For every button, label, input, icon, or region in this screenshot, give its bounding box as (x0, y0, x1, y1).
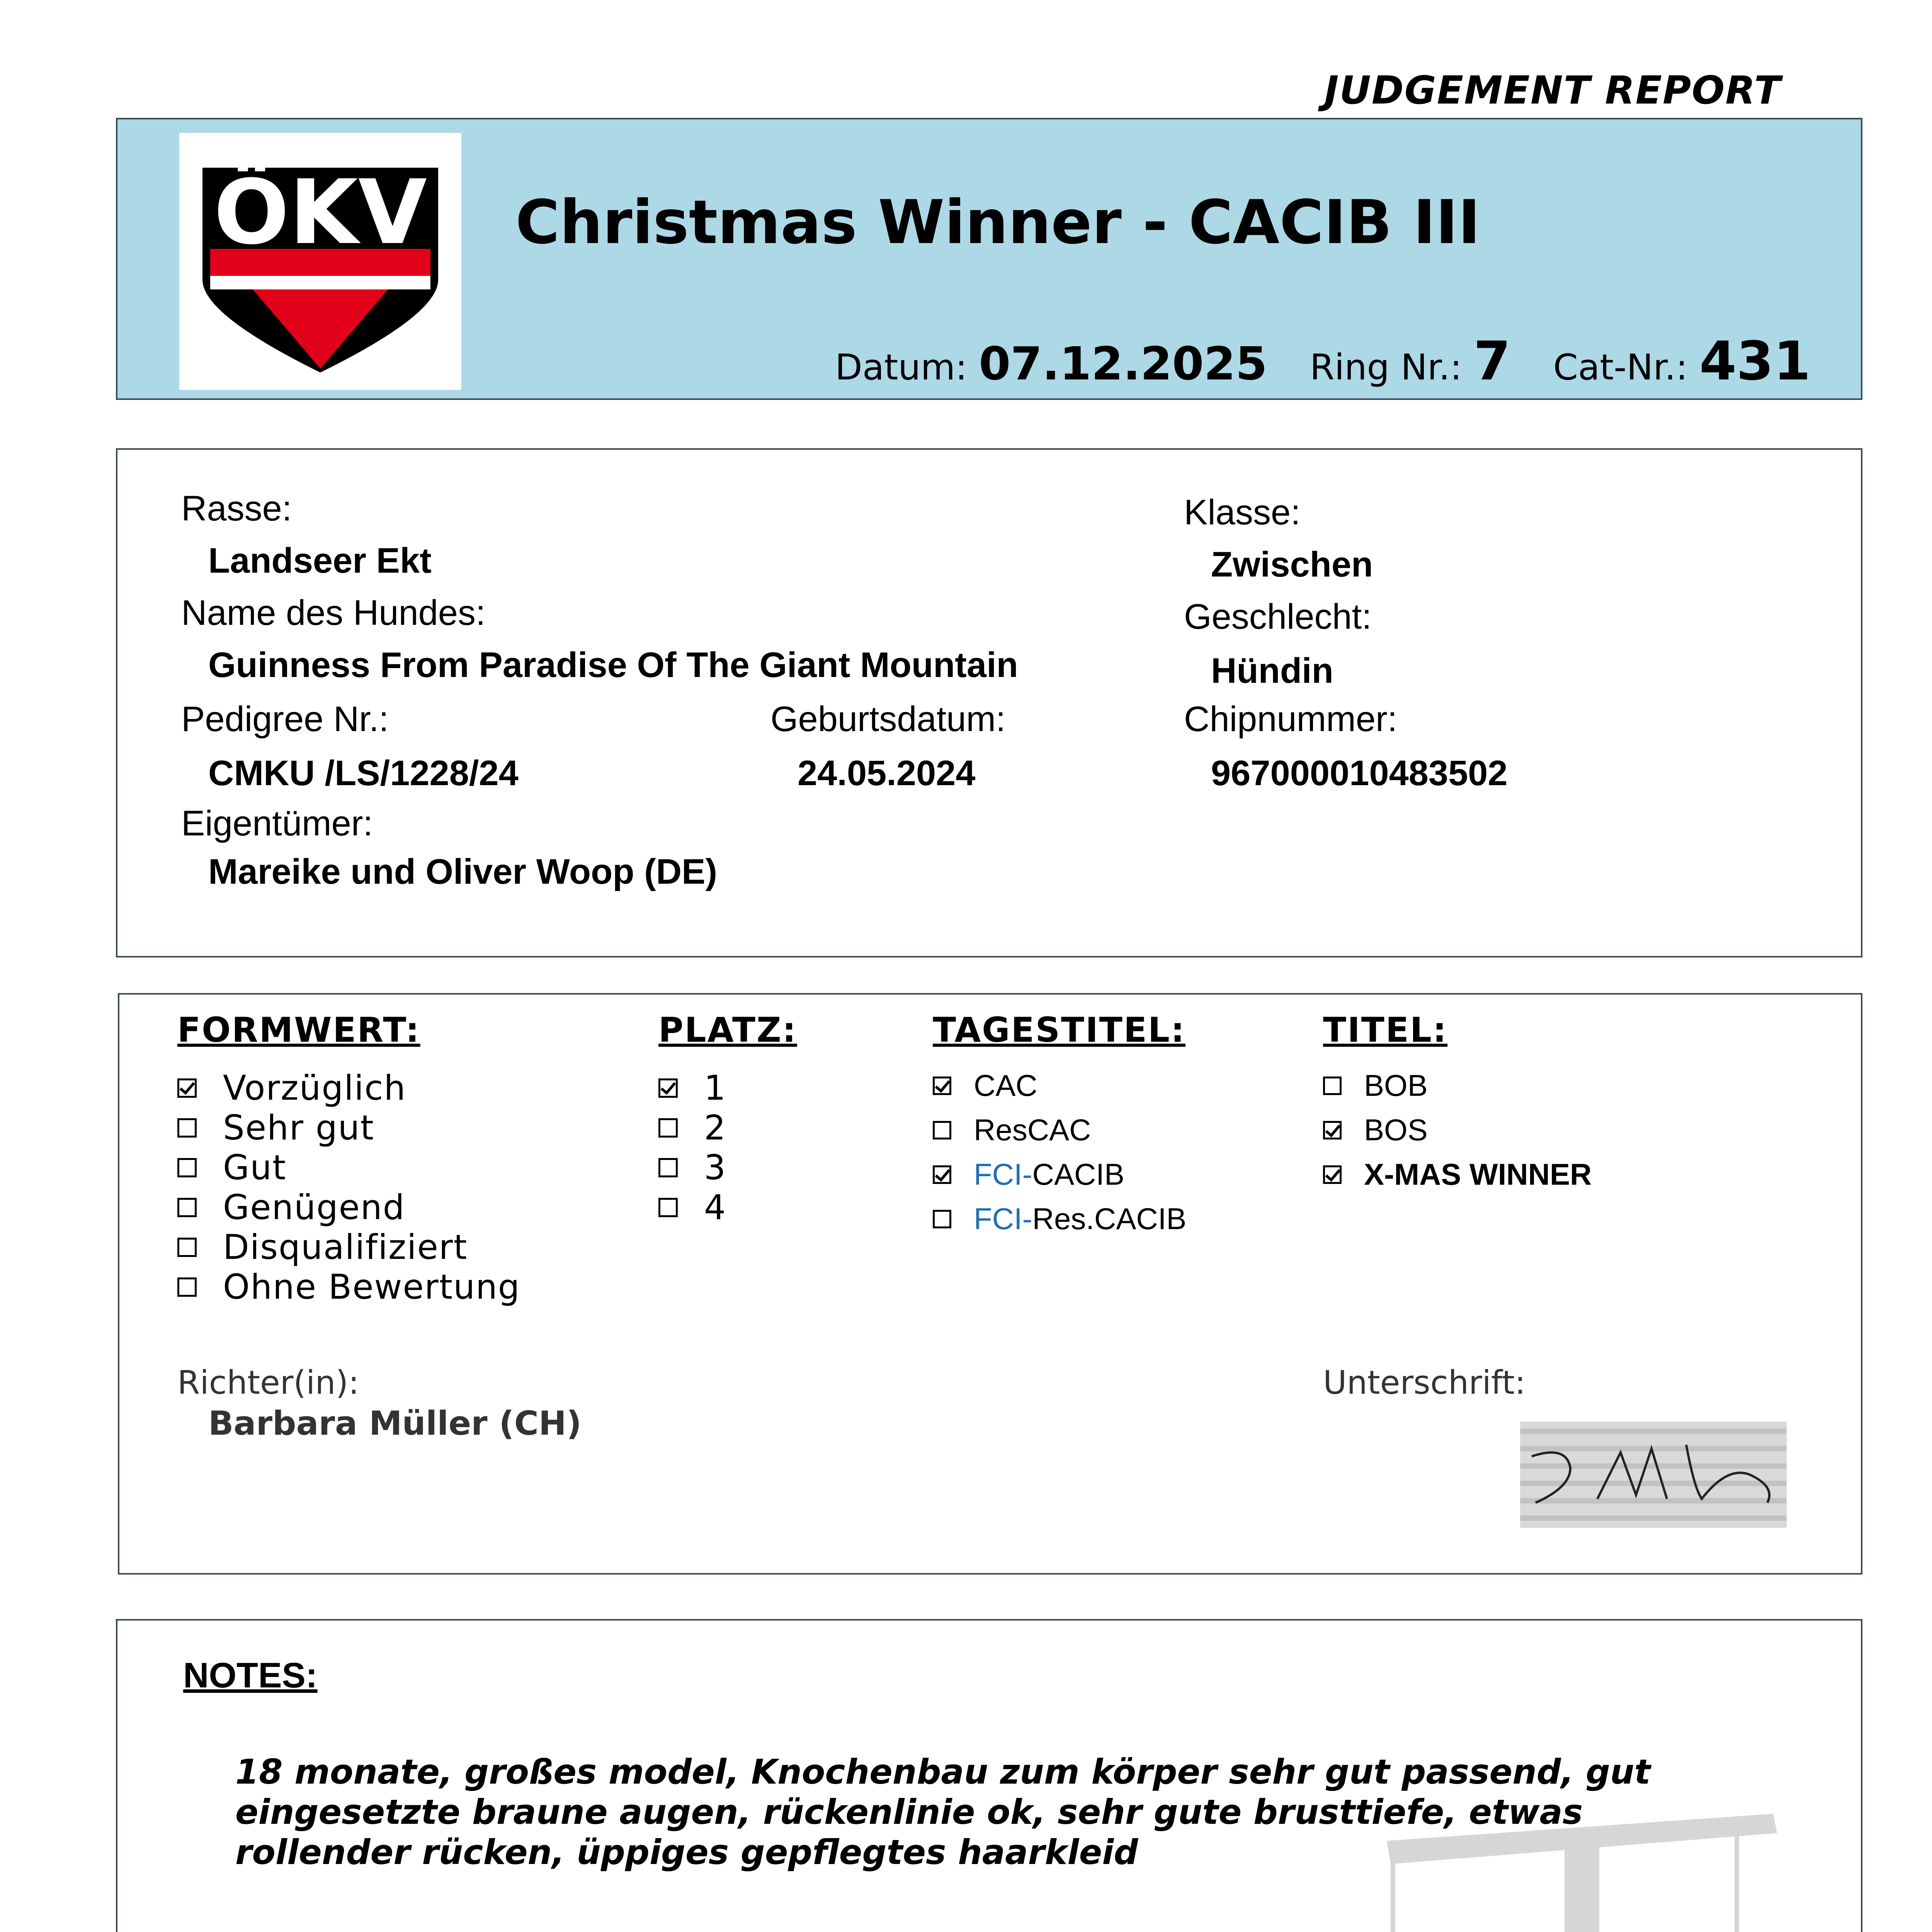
checkbox-icon[interactable] (1323, 1077, 1342, 1095)
header-panel (116, 118, 1862, 400)
titel-option[interactable]: BOS (1323, 1112, 1428, 1148)
formwert-heading: FORMWERT: (177, 1010, 420, 1050)
show-title: Christmas Winner - CACIB III (515, 187, 1481, 257)
checkbox-icon[interactable] (658, 1158, 678, 1177)
notes-text: 18 monate, großes model, Knochenbau zum körper sehr gut passend, gut eingesetzte braune augen, rückenlinie ok, sehr gute brusttiefe, etwas rollender rücken, üppiges gepflegtes haarkleid (235, 1752, 1651, 1872)
checkbox-checked-icon[interactable] (1323, 1121, 1342, 1139)
svg-text:ÖKV: ÖKV (214, 161, 427, 264)
date-value: 07.12.2025 (979, 337, 1267, 390)
breed-value: Landseer Ekt (208, 541, 432, 580)
tagestitel-option[interactable]: FCI-CACIB (933, 1157, 1124, 1192)
breed-label: Rasse: (181, 489, 292, 528)
titel-option[interactable]: BOB (1323, 1068, 1428, 1103)
platz-option[interactable]: 2 (658, 1108, 726, 1148)
class-value: Zwischen (1211, 545, 1373, 584)
sex-value: Hündin (1211, 651, 1333, 690)
ring-label: Ring Nr.: (1310, 347, 1462, 388)
formwert-option[interactable]: Vorzüglich (177, 1068, 406, 1108)
notes-panel (116, 1619, 1862, 1932)
platz-option[interactable]: 1 (658, 1068, 726, 1108)
dog-name-label: Name des Hundes: (181, 593, 486, 633)
report-title: JUDGEMENT REPORT (1324, 68, 1781, 113)
judging-panel (118, 993, 1862, 1575)
checkbox-checked-icon[interactable] (177, 1078, 197, 1098)
checkbox-icon[interactable] (177, 1277, 197, 1297)
titel-option[interactable]: X-MAS WINNER (1323, 1157, 1592, 1192)
judge-name: Barbara Müller (CH) (208, 1404, 582, 1443)
judge-label: Richter(in): (177, 1364, 359, 1401)
okv-logo (179, 133, 461, 390)
birth-value: 24.05.2024 (798, 753, 976, 793)
signature-image (1520, 1422, 1787, 1528)
chip-label: Chipnummer: (1184, 699, 1398, 739)
formwert-option[interactable]: Ohne Bewertung (177, 1267, 520, 1307)
birth-label: Geburtsdatum: (770, 699, 1006, 739)
platz-option[interactable]: 3 (658, 1148, 726, 1187)
tagestitel-option[interactable]: ResCAC (933, 1112, 1091, 1148)
checkbox-icon[interactable] (177, 1118, 197, 1138)
formwert-option[interactable]: Gut (177, 1148, 286, 1187)
checkbox-icon[interactable] (658, 1118, 678, 1138)
dog-info-panel (116, 448, 1862, 957)
dog-name-value: Guinness From Paradise Of The Giant Mountain (208, 645, 1018, 685)
sex-label: Geschlecht: (1184, 597, 1372, 636)
formwert-option[interactable]: Sehr gut (177, 1108, 374, 1148)
tagestitel-option[interactable]: CAC (933, 1068, 1037, 1103)
checkbox-checked-icon[interactable] (933, 1165, 951, 1184)
titel-heading: TITEL: (1323, 1010, 1448, 1050)
owner-label: Eigentümer: (181, 804, 373, 843)
checkbox-checked-icon[interactable] (933, 1077, 951, 1095)
checkbox-icon[interactable] (933, 1121, 951, 1139)
signature-label: Unterschrift: (1323, 1364, 1526, 1401)
checkbox-icon[interactable] (658, 1198, 678, 1217)
notes-heading: NOTES: (183, 1656, 318, 1695)
checkbox-icon[interactable] (177, 1198, 197, 1217)
chip-value: 967000010483502 (1211, 753, 1508, 793)
checkbox-icon[interactable] (177, 1238, 197, 1257)
show-meta (835, 330, 1811, 392)
platz-heading: PLATZ: (658, 1010, 797, 1050)
tagestitel-option[interactable]: FCI-Res.CACIB (933, 1201, 1186, 1236)
pedigree-value: CMKU /LS/1228/24 (208, 753, 519, 793)
checkbox-checked-icon[interactable] (658, 1078, 678, 1098)
ring-value: 7 (1473, 330, 1511, 392)
owner-value: Mareike und Oliver Woop (DE) (208, 852, 718, 891)
cat-label: Cat-Nr.: (1553, 347, 1688, 388)
formwert-option[interactable]: Genügend (177, 1187, 405, 1227)
cat-value: 431 (1699, 330, 1811, 392)
signature-icon (1520, 1422, 1787, 1528)
tagestitel-heading: TAGESTITEL: (933, 1010, 1186, 1050)
okv-shield-icon (179, 133, 461, 390)
platz-option[interactable]: 4 (658, 1187, 726, 1227)
checkbox-checked-icon[interactable] (1323, 1165, 1342, 1184)
date-label: Datum: (835, 347, 968, 388)
checkbox-icon[interactable] (177, 1158, 197, 1177)
checkbox-icon[interactable] (933, 1210, 951, 1228)
class-label: Klasse: (1184, 493, 1301, 532)
pedigree-label: Pedigree Nr.: (181, 699, 389, 739)
formwert-option[interactable]: Disqualifiziert (177, 1227, 468, 1267)
